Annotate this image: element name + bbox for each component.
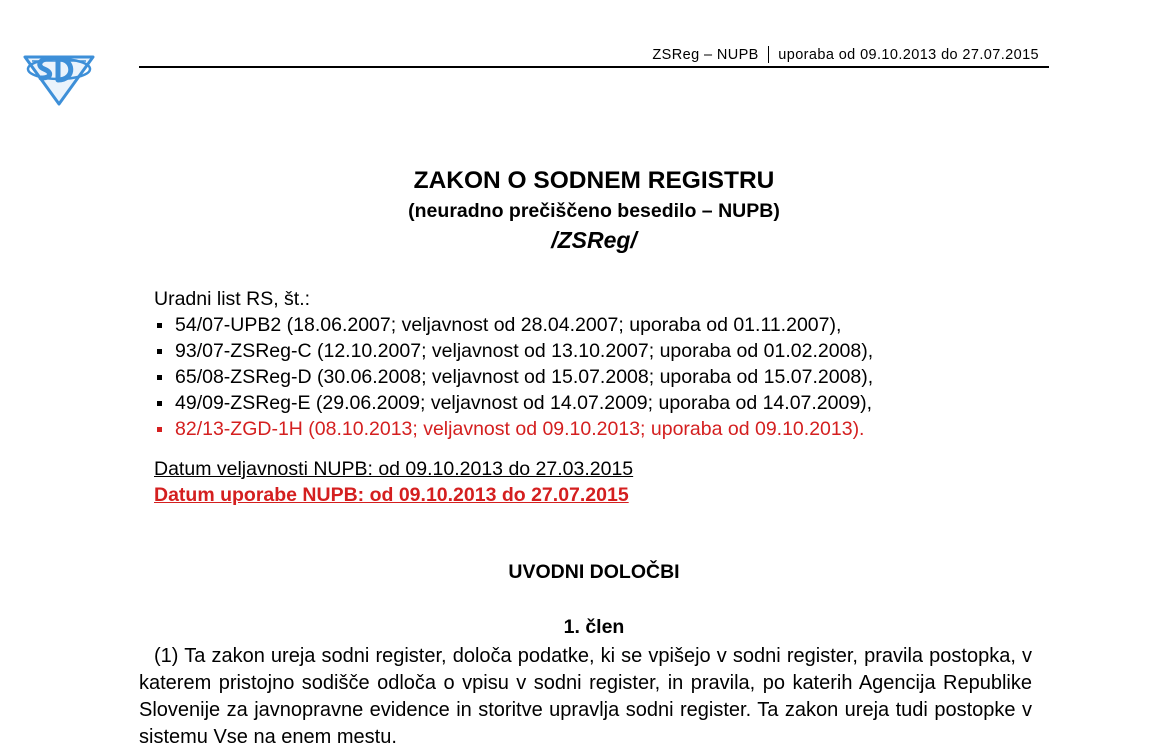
gazette-item: 54/07-UPB2 (18.06.2007; veljavnost od 28.04.2007; uporaba od 01.11.2007),	[154, 312, 873, 338]
usage-date: Datum uporabe NUPB: od 09.10.2013 do 27.07.2015	[154, 484, 629, 506]
sd-shield-icon	[22, 48, 96, 106]
header-separator	[768, 46, 770, 63]
sd-logo	[22, 48, 96, 106]
gazette-items	[154, 312, 873, 442]
page-header	[139, 44, 1049, 68]
gazette-item: 49/09-ZSReg-E (29.06.2009; veljavnost od 14.07.2009; uporaba od 14.07.2009),	[154, 390, 873, 416]
article-paragraph: (1) Ta zakon ureja sodni register, določa podatke, ki se vpišejo v sodni register, pravila postopka, v katerem pristojno sodišče odloča o vpisu v sodni register, in pravila, po katerih Agencija Republike Slovenije za javnopravne evidence in storitve upravlja sodni register. Ta zakon ureja tudi postopke v sistemu Vse na enem mestu.	[139, 645, 1032, 748]
article-heading: 1. člen	[563, 616, 625, 638]
document-title: ZAKON O SODNEM REGISTRU	[413, 167, 775, 194]
gazette-label: Uradni list RS, št.:	[154, 288, 311, 310]
document-subtitle: (neuradno prečiščeno besedilo – NUPB)	[408, 200, 780, 222]
header-usage-period: uporaba od 09.10.2013 do 27.07.2015	[778, 46, 1039, 63]
gazette-item-highlighted: 82/13-ZGD-1H (08.10.2013; veljavnost od 09.10.2013; uporaba od 09.10.2013).	[154, 416, 873, 442]
validity-date: Datum veljavnosti NUPB: od 09.10.2013 do 27.03.2015	[154, 458, 634, 480]
gazette-item: 65/08-ZSReg-D (30.06.2008; veljavnost od 15.07.2008; uporaba od 15.07.2008),	[154, 364, 873, 390]
nupb-dates	[154, 456, 633, 508]
document-abbreviation: /ZSReg/	[551, 227, 637, 253]
header-doc-abbr: ZSReg – NUPB	[652, 46, 759, 63]
official-gazette-list	[154, 286, 873, 442]
gazette-item: 93/07-ZSReg-C (12.10.2007; veljavnost od 13.10.2007; uporaba od 01.02.2008),	[154, 338, 873, 364]
section-heading: UVODNI DOLOČBI	[508, 561, 680, 583]
